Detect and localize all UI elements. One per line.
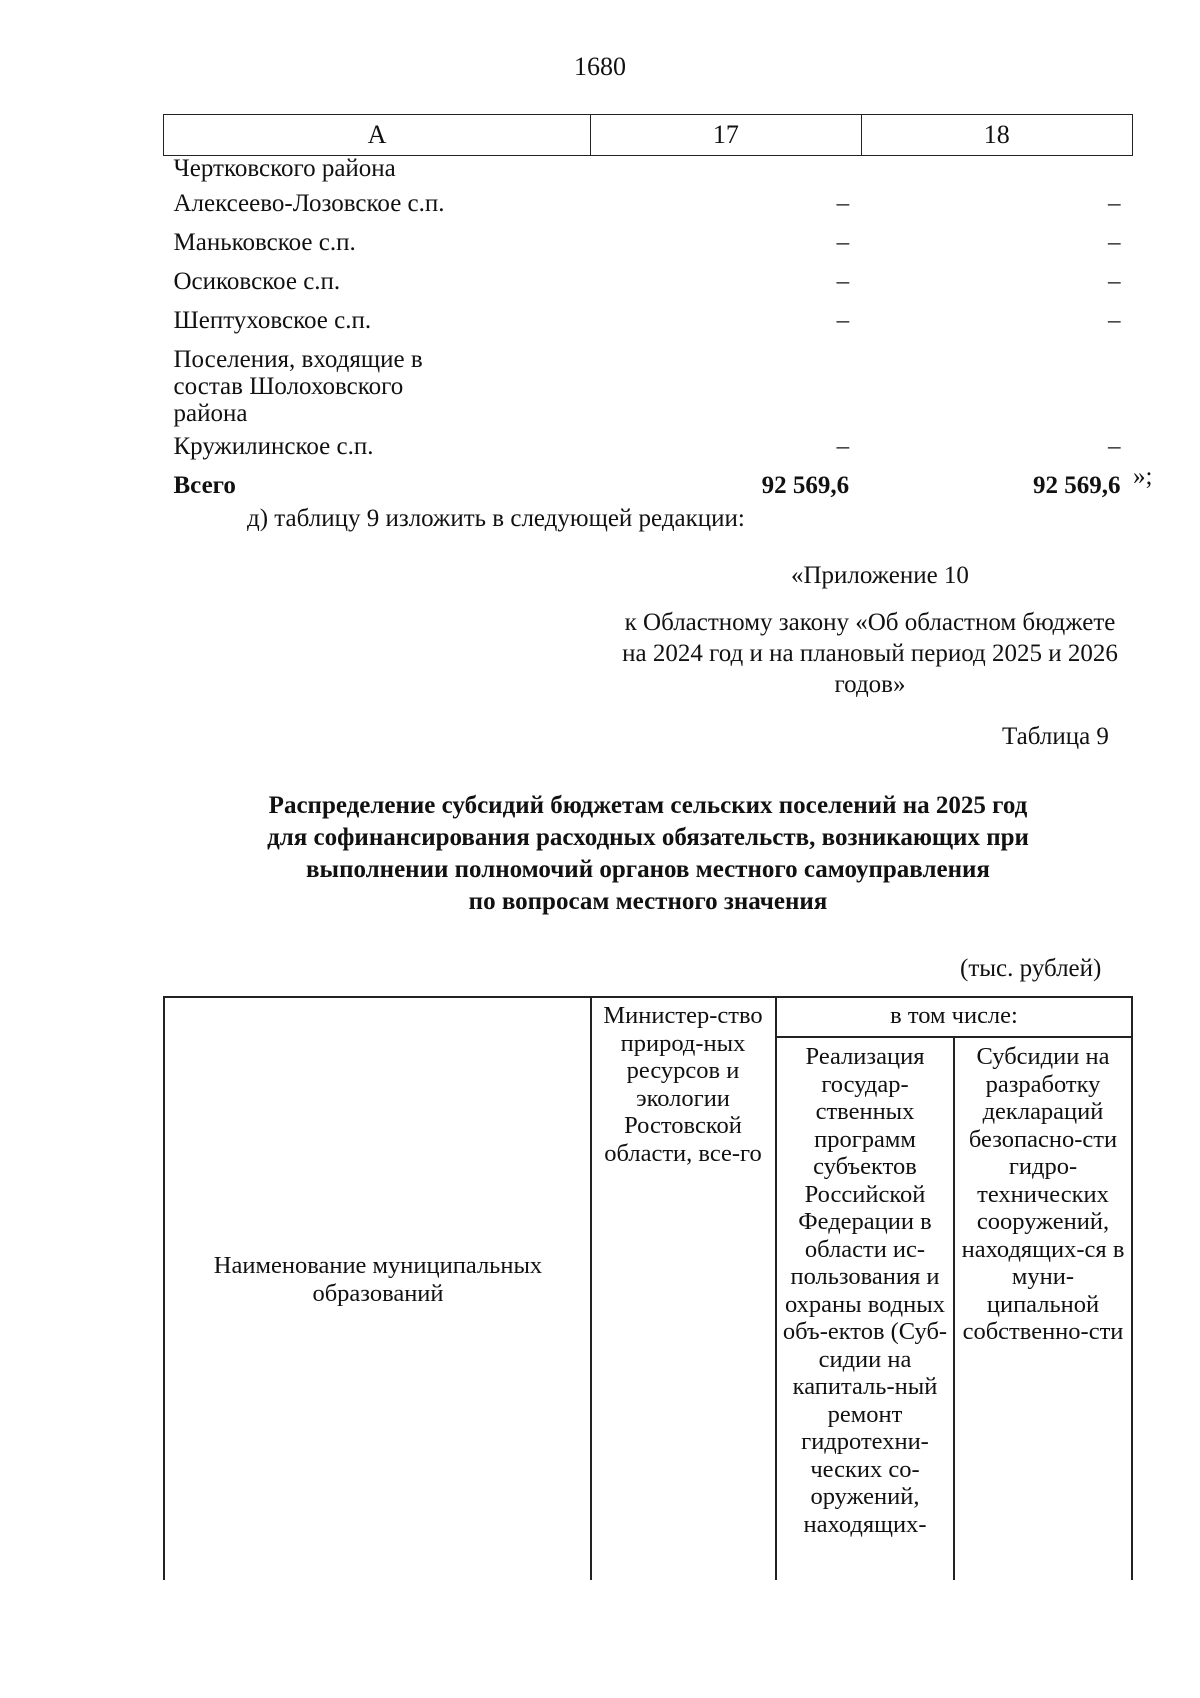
row-name: Поселения, входящие в состав Шолоховского района	[173, 346, 423, 427]
title-line: Распределение субсидий бюджетам сельских поселений на 2025 год	[268, 792, 1028, 819]
row-value-18: –	[1108, 306, 1121, 334]
table-row	[164, 223, 1133, 262]
table-row	[164, 427, 1133, 466]
title-line: выполнении полномочий органов местного самоуправления	[306, 856, 990, 883]
title-line: для софинансирования расходных обязательств, возникающих при	[267, 824, 1029, 851]
row-name: Маньковское с.п.	[173, 228, 356, 256]
row-value-17: –	[836, 267, 850, 295]
table-row	[164, 156, 1133, 185]
units-label: (тыс. рублей)	[960, 955, 1102, 982]
table-border-right	[1131, 996, 1133, 1580]
col-divider	[775, 996, 777, 1580]
col-divider	[953, 1037, 955, 1580]
col-total-header: Министер-ство природ-ных ресурсов и экологии Ростовской области, все-го	[603, 1002, 763, 1167]
title-line: по вопросам местного значения	[468, 888, 828, 915]
subsidy-table	[163, 996, 1133, 1580]
row-value-18	[861, 340, 1132, 427]
closing-quote: »;	[1133, 463, 1153, 490]
row-value-17: –	[836, 189, 850, 217]
table-title	[163, 790, 1133, 918]
table-border-left	[163, 996, 165, 1580]
instruction-text: д) таблицу 9 изложить в следующей редакции:	[247, 505, 745, 532]
including-header: в том числе:	[890, 1002, 1018, 1029]
total-value-18: 92 569,6	[1033, 471, 1121, 499]
appendix-title: «Приложение 10	[791, 562, 969, 589]
row-name: Осиковское с.п.	[173, 267, 341, 295]
row-value-18: –	[1108, 267, 1121, 295]
row-name: Кружилинское с.п.	[173, 432, 374, 460]
col-a-header: Реализация государ-ственных программ субъектов Российской Федерации в области ис-пользования и охраны водных объ-ектов (Суб-сидии на капиталь-ный ремонт гидротехни-ческих со-оружений, находящих-	[782, 1043, 948, 1538]
row-value-17: –	[836, 306, 850, 334]
total-row	[164, 466, 1133, 505]
table-border-top	[163, 996, 1133, 998]
row-value-17: –	[836, 228, 850, 256]
appendix-text: к Областному закону «Об областном бюджете на 2024 год и на плановый период 2025 и 2026 годов»	[622, 609, 1118, 698]
row-value-18: –	[1108, 432, 1121, 460]
row-name: Шептуховское с.п.	[173, 306, 372, 334]
total-value-17: 92 569,6	[761, 471, 850, 499]
col-divider	[590, 996, 592, 1580]
row-value-17	[591, 340, 861, 427]
row-value-17	[591, 156, 861, 185]
header-col-17: 17	[591, 115, 861, 156]
subheader-divider	[775, 1036, 1133, 1038]
row-value-18: –	[1108, 189, 1121, 217]
row-name: Чертковского района	[173, 155, 396, 182]
table-row	[164, 184, 1133, 223]
header-col-a: А	[164, 115, 591, 156]
row-value-18: –	[1108, 228, 1121, 256]
table-row	[164, 340, 1133, 427]
table-row	[164, 301, 1133, 340]
table-number: Таблица 9	[1002, 723, 1109, 750]
top-table	[163, 114, 1133, 505]
col-name-header: Наименование муниципальных образований	[213, 1252, 543, 1307]
row-value-18	[861, 156, 1132, 185]
header-col-18: 18	[861, 115, 1132, 156]
row-name: Алексеево-Лозовское с.п.	[173, 189, 445, 217]
page-number: 1680	[574, 52, 626, 81]
top-table-header	[164, 115, 1133, 156]
col-b-header: Субсидии на разработку деклараций безопасно-сти гидро-технических сооружений, находящих-ся в муни-ципальной собственно-сти	[961, 1043, 1125, 1345]
total-label: Всего	[173, 471, 236, 499]
table-row	[164, 262, 1133, 301]
row-value-17: –	[836, 432, 850, 460]
